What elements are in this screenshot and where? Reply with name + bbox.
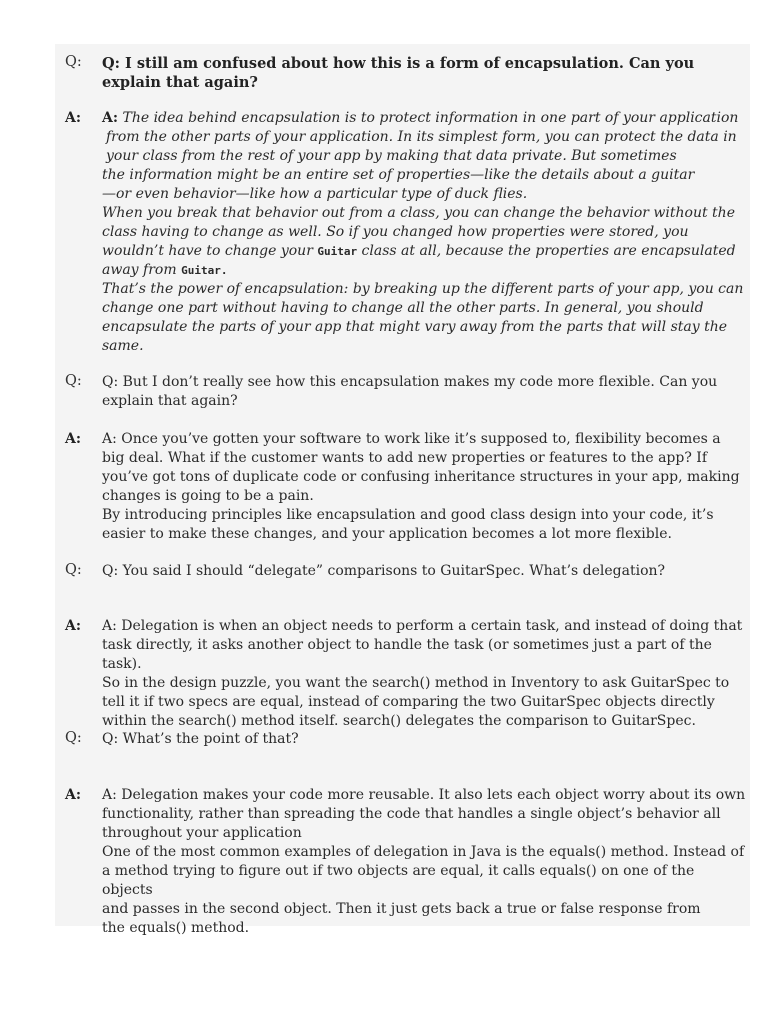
answer-line: By introducing principles like encapsulation and good class design into your code, it’s	[102, 507, 714, 523]
code-guitar: Guitar.	[181, 264, 228, 277]
answer-line: So in the design puzzle, you want the search() method in Inventory to ask GuitarSpec to	[102, 675, 730, 691]
faq-panel	[55, 44, 750, 936]
answer-line: and passes in the second object. Then it just gets back a true or false response from	[102, 901, 701, 917]
code-guitar: Guitar	[317, 245, 358, 258]
question-line: explain that again?	[102, 393, 238, 409]
answer-line: encapsulate the parts of your app that might vary away from the parts that will stay the	[102, 319, 728, 335]
answer-line: A: Delegation is when an object needs to perform a certain task, and instead of doing that	[102, 618, 743, 634]
answer-marker: A:	[65, 110, 82, 126]
answer-line: from the other parts of your application. In its simplest form, you can protect the data in	[106, 129, 737, 145]
answer-line: class having to change as well. So if you changed how properties were stored, you	[102, 224, 689, 240]
answer-line: your class from the rest of your app by making that data private. But sometimes	[106, 148, 677, 164]
question-marker: Q:	[65, 730, 82, 746]
question-text	[102, 373, 747, 411]
answer-line: changes is going to be a pain.	[102, 488, 314, 504]
answer-text	[102, 786, 747, 938]
answer-line: throughout your application	[102, 825, 302, 841]
answer-marker: A:	[65, 431, 82, 447]
answer-fragment: wouldn’t have to change your	[102, 243, 313, 259]
answer-marker: A:	[65, 618, 82, 634]
answer-text	[102, 617, 747, 731]
answer-text	[102, 430, 747, 544]
answer-fragment: class at all, because the properties are encapsulated	[361, 243, 736, 259]
question-text: Q: You said I should “delegate” comparisons to GuitarSpec. What’s delegation?	[102, 563, 666, 579]
answer-marker: A:	[65, 787, 82, 803]
answer-line: tell it if two specs are equal, instead of comparing the two GuitarSpec objects directly	[102, 694, 715, 710]
answer-line: One of the most common examples of delegation in Java is the equals() method. Instead of	[102, 844, 745, 860]
answer-line: big deal. What if the customer wants to add new properties or features to the app? If	[102, 450, 708, 466]
question-marker: Q:	[65, 562, 82, 578]
question-text: Q: What’s the point of that?	[102, 731, 299, 747]
question-marker: Q:	[65, 373, 82, 389]
answer-line: The idea behind encapsulation is to protect information in one part of your application	[122, 110, 739, 126]
answer-line: the equals() method.	[102, 920, 250, 936]
answer-line: same.	[102, 338, 144, 354]
answer-line: change one part without having to change all the other parts. In general, you should	[102, 300, 704, 316]
answer-line	[102, 242, 747, 261]
answer-line: the information might be an entire set of properties—like the details about a guitar	[102, 167, 695, 183]
answer-line: A: Delegation makes your code more reusable. It also lets each object worry about its own	[102, 787, 746, 803]
answer-line: you’ve got tons of duplicate code or confusing inheritance structures in your app, making	[102, 469, 740, 485]
answer-line: That’s the power of encapsulation: by breaking up the different parts of your app, you can	[102, 281, 744, 297]
answer-line: —or even behavior—like how a particular type of duck flies.	[102, 186, 528, 202]
answer-line: When you break that behavior out from a class, you can change the behavior without the	[102, 205, 735, 221]
question-text: Q: I still am confused about how this is a form of encapsulation. Can you explain that again?	[102, 55, 695, 91]
question-line: Q: But I don’t really see how this encapsulation makes my code more flexible. Can you	[102, 374, 718, 390]
answer-line: functionality, rather than spreading the code that handles a single object’s behavior all	[102, 806, 721, 822]
answer-line	[102, 261, 747, 280]
answer-line: A: Once you’ve gotten your software to work like it’s supposed to, flexibility becomes a	[102, 431, 721, 447]
question-marker: Q:	[65, 54, 82, 70]
answer-line: easier to make these changes, and your application becomes a lot more flexible.	[102, 526, 672, 542]
answer-line: task directly, it asks another object to handle the task (or sometimes just a part of the task).	[102, 637, 712, 672]
answer-line: a method trying to figure out if two objects are equal, it calls equals() on one of the objects	[102, 863, 695, 898]
answer-label: A:	[102, 110, 119, 126]
answer-fragment: away from	[102, 262, 177, 278]
answer-line: within the search() method itself. search() delegates the comparison to GuitarSpec.	[102, 713, 696, 729]
answer-text	[102, 109, 747, 356]
